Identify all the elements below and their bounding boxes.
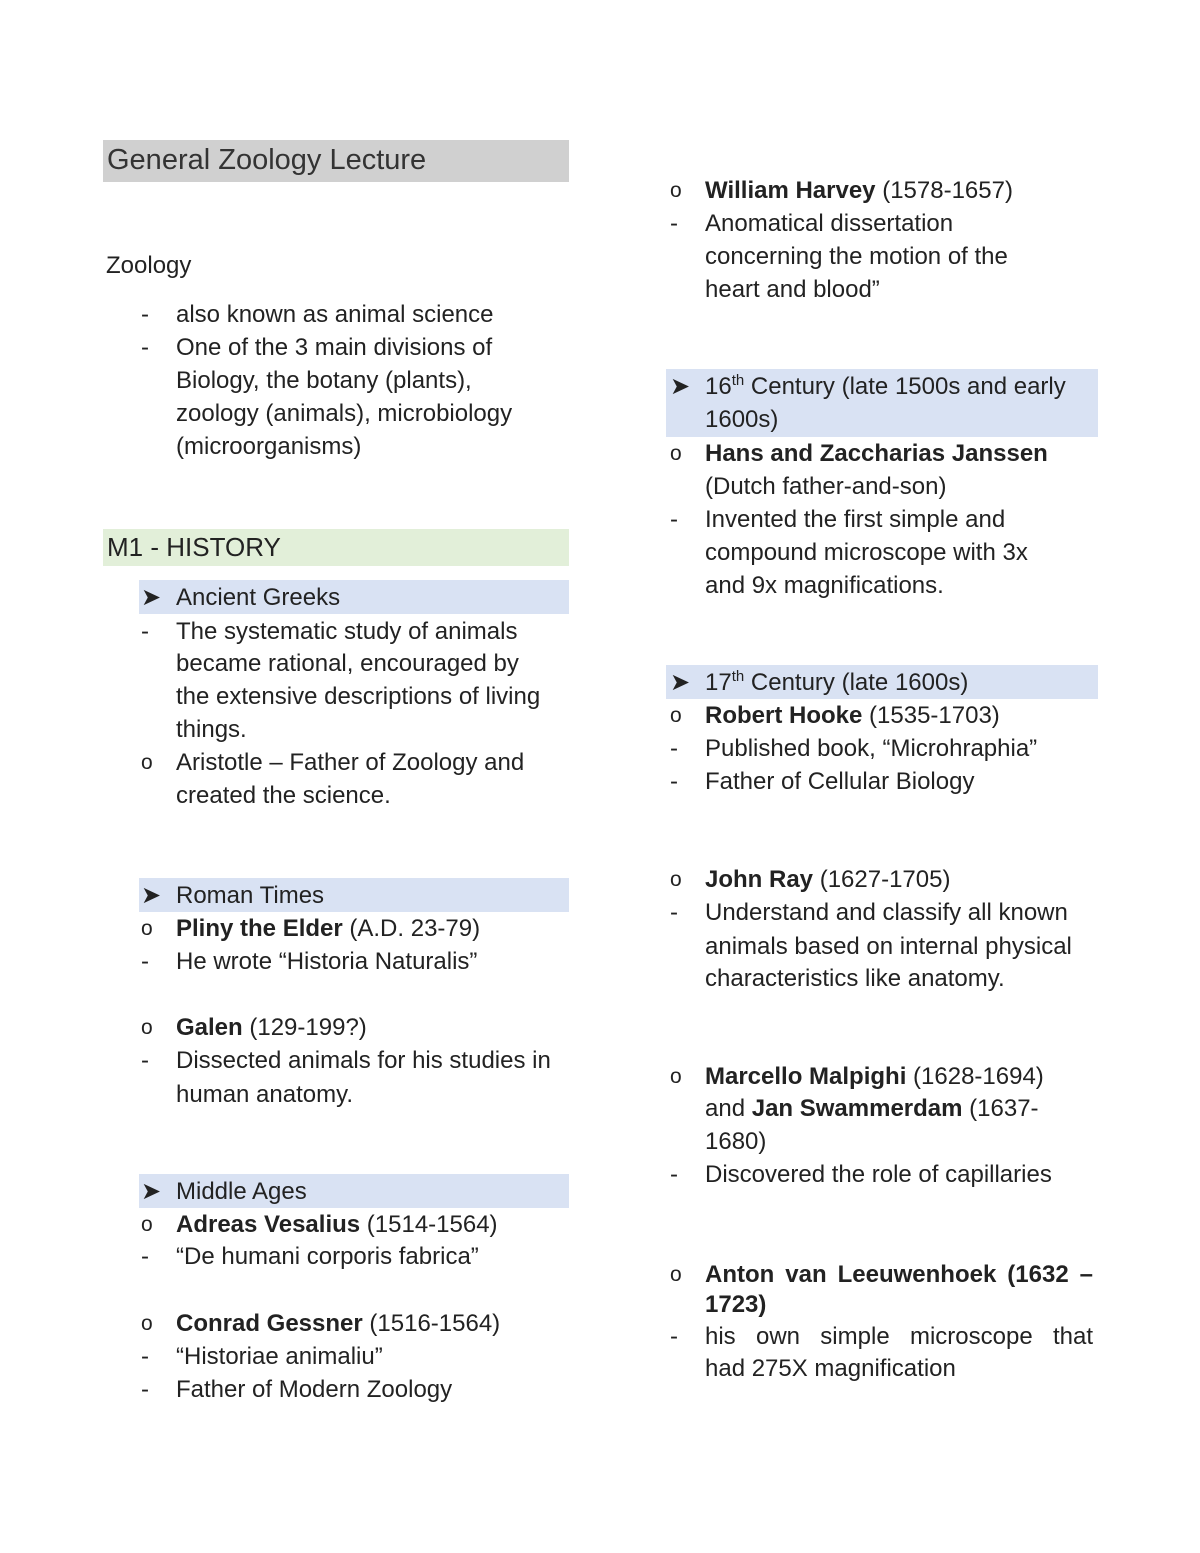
m1-heading-bar — [103, 529, 569, 566]
c16-heading — [705, 370, 1066, 403]
arrow-bullet-icon: ➤ — [670, 373, 691, 400]
dash-marker: - — [141, 948, 149, 975]
zoology-item: Biology, the botany (plants), — [176, 367, 472, 394]
ancient-line: The systematic study of animals — [176, 618, 518, 645]
gessner-desc: “Historiae animaliu” — [176, 1343, 383, 1370]
arrow-bullet-icon: ➤ — [141, 1178, 162, 1205]
dash-marker: - — [141, 301, 149, 328]
vesalius-desc: “De humani corporis fabrica” — [176, 1243, 479, 1270]
malpighi-desc: Discovered the role of capillaries — [705, 1161, 1052, 1188]
dash-marker: - — [670, 735, 678, 762]
circle-marker: o — [670, 179, 682, 202]
circle-marker: o — [141, 1213, 153, 1236]
gessner-dates: (1516-1564) — [362, 1310, 501, 1337]
ancient-line: became rational, encouraged by — [176, 650, 519, 677]
galen-desc: Dissected animals for his studies in — [176, 1047, 551, 1074]
swammerdam-dates-cont: 1680) — [705, 1128, 767, 1155]
galen-desc: human anatomy. — [176, 1081, 353, 1108]
roman-heading: Roman Times — [176, 882, 325, 909]
page-title: General Zoology Lecture — [107, 144, 427, 176]
malpighi-entry — [705, 1060, 1044, 1093]
ray-dates: (1627-1705) — [813, 866, 951, 893]
circle-marker: o — [141, 1312, 153, 1335]
c17-text: Century (late 1600s) — [744, 669, 969, 696]
dash-marker: - — [141, 1376, 149, 1403]
dash-marker: - — [670, 899, 678, 926]
malpighi-dates: (1628-1694) — [906, 1063, 1044, 1090]
dash-marker: - — [141, 334, 149, 361]
janssen-desc: Invented the first simple and — [705, 506, 1006, 533]
gessner-name: Conrad Gessner — [176, 1310, 363, 1337]
aristotle-line: Aristotle – Father of Zoology and — [176, 749, 525, 776]
dash-marker: - — [141, 1047, 149, 1074]
circle-marker: o — [141, 1016, 153, 1039]
zoology-heading: Zoology — [106, 252, 192, 279]
zoology-item: zoology (animals), microbiology — [176, 400, 513, 427]
harvey-desc: heart and blood” — [705, 276, 880, 303]
pliny-dates: (A.D. 23-79) — [342, 915, 481, 942]
malpighi-name: Marcello Malpighi — [705, 1063, 907, 1090]
galen-entry — [176, 1011, 367, 1044]
circle-marker: o — [670, 1263, 682, 1286]
vesalius-entry — [176, 1208, 498, 1241]
c17-sup: th — [731, 668, 745, 685]
c17-heading — [705, 666, 968, 699]
leeuwenhoek-desc: his own simple microscope that — [705, 1323, 1093, 1350]
harvey-entry — [705, 174, 1013, 207]
c16-heading-cont: 1600s) — [705, 406, 779, 433]
hooke-name: Robert Hooke — [705, 702, 863, 729]
swammerdam-dates: (1637- — [962, 1095, 1039, 1122]
m1-heading: M1 - HISTORY — [107, 532, 281, 562]
pliny-entry — [176, 912, 480, 945]
ray-desc: Understand and classify all known — [705, 899, 1068, 926]
harvey-desc: Anomatical dissertation — [705, 210, 954, 237]
hooke-desc: Father of Cellular Biology — [705, 768, 975, 795]
ray-entry — [705, 863, 950, 896]
janssen-desc: and 9x magnifications. — [705, 572, 944, 599]
c16-sup: th — [731, 372, 745, 389]
dash-marker: - — [670, 506, 678, 533]
ancient-line: the extensive descriptions of living — [176, 683, 541, 710]
hooke-desc: Published book, “Microhraphia” — [705, 735, 1038, 762]
dash-marker: - — [141, 618, 149, 645]
circle-marker: o — [141, 917, 153, 940]
ancient-heading: Ancient Greeks — [176, 584, 341, 611]
middle-heading: Middle Ages — [176, 1178, 307, 1205]
pliny-name: Pliny the Elder — [176, 915, 343, 942]
ray-name: John Ray — [705, 866, 814, 893]
gessner-entry — [176, 1307, 500, 1340]
swammerdam-entry — [705, 1092, 1039, 1125]
arrow-bullet-icon: ➤ — [141, 584, 162, 611]
hooke-entry — [705, 699, 1000, 732]
c16-text: Century (late 1500s and early — [744, 373, 1066, 400]
harvey-dates: (1578-1657) — [875, 177, 1013, 204]
galen-dates: (129-199?) — [242, 1014, 367, 1041]
leeuwenhoek-name: Anton van Leeuwenhoek (1632 – — [705, 1261, 1093, 1288]
c16-num: 16 — [705, 373, 732, 400]
janssen-name-text: Hans and Zaccharias Janssen — [705, 440, 1048, 467]
gessner-desc: Father of Modern Zoology — [176, 1376, 453, 1403]
leeuwenhoek-dates: 1723) — [705, 1291, 767, 1318]
dash-marker: - — [670, 768, 678, 795]
swammerdam-name: Jan Swammerdam — [751, 1095, 963, 1122]
hooke-dates: (1535-1703) — [862, 702, 1000, 729]
dash-marker: - — [141, 1243, 149, 1270]
title-bar — [103, 140, 569, 182]
zoology-item: (microorganisms) — [176, 433, 362, 460]
janssen-note: (Dutch father-and-son) — [705, 473, 947, 500]
dash-marker: - — [670, 1161, 678, 1188]
aristotle-line: created the science. — [176, 782, 391, 809]
c17-num: 17 — [705, 669, 732, 696]
zoology-item: One of the 3 main divisions of — [176, 334, 493, 361]
zoology-item: also known as animal science — [176, 301, 494, 328]
harvey-desc: concerning the motion of the — [705, 243, 1008, 270]
arrow-bullet-icon: ➤ — [670, 669, 691, 696]
janssen-desc: compound microscope with 3x — [705, 539, 1028, 566]
leeuwenhoek-desc: had 275X magnification — [705, 1355, 956, 1382]
vesalius-dates: (1514-1564) — [360, 1211, 498, 1238]
pliny-desc: He wrote “Historia Naturalis” — [176, 948, 478, 975]
circle-marker: o — [141, 751, 153, 774]
ray-desc: animals based on internal physical — [705, 933, 1072, 960]
harvey-name: William Harvey — [705, 177, 876, 204]
circle-marker: o — [670, 1065, 682, 1088]
and-word: and — [705, 1095, 752, 1122]
ray-desc: characteristics like anatomy. — [705, 965, 1005, 992]
circle-marker: o — [670, 704, 682, 727]
vesalius-name: Adreas Vesalius — [176, 1211, 361, 1238]
circle-marker: o — [670, 868, 682, 891]
ancient-line: things. — [176, 716, 247, 743]
dash-marker: - — [670, 1323, 678, 1350]
janssen-name — [705, 437, 1048, 470]
dash-marker: - — [670, 210, 678, 237]
dash-marker: - — [141, 1343, 149, 1370]
arrow-bullet-icon: ➤ — [141, 882, 162, 909]
galen-name: Galen — [176, 1014, 243, 1041]
circle-marker: o — [670, 442, 682, 465]
